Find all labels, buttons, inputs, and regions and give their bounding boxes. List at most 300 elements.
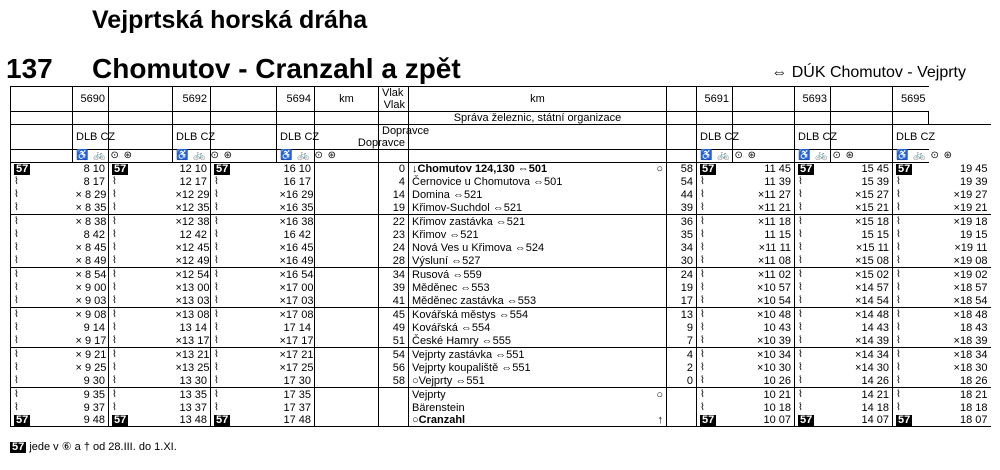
km-value: [667, 388, 697, 402]
wave-icon: ⌇: [700, 229, 705, 240]
marker: [697, 254, 733, 268]
wave-icon: ⌇: [112, 309, 117, 320]
marker: [109, 201, 173, 215]
time-outbound: 8 42: [83, 228, 105, 241]
km-value: 9: [667, 321, 697, 334]
km-value: 34: [667, 241, 697, 254]
marker: [11, 281, 73, 294]
time-outbound: × 9 21: [73, 348, 109, 362]
wave-icon: ⌇: [700, 362, 705, 373]
km-value: [667, 414, 697, 427]
station-name: [409, 321, 667, 334]
time-outbound: ×12 49: [175, 254, 210, 267]
km-header: km: [409, 87, 667, 112]
badge-57: 57: [114, 163, 127, 175]
time-outbound: 17 30: [283, 374, 311, 387]
station-marker: ↑: [657, 414, 663, 426]
route-name: Chomutov - Cranzahl a zpět: [92, 53, 461, 84]
timetable-row: [11, 388, 991, 402]
time-return: ×10 57: [757, 281, 791, 294]
wave-icon: ⌇: [14, 362, 19, 373]
wave-icon: ⌇: [896, 282, 901, 293]
time-outbound: ×12 45: [175, 241, 210, 254]
train-number: 5693: [795, 87, 831, 112]
km-value: 13: [667, 308, 697, 322]
time-return: 15 45: [861, 163, 889, 175]
km-value: 54: [379, 348, 409, 362]
marker: [211, 388, 277, 402]
marker: [109, 388, 173, 402]
wave-icon: ⌇: [112, 362, 117, 373]
time-return: 10 07: [733, 414, 795, 427]
marker: [109, 241, 173, 254]
wave-icon: ⌇: [214, 255, 219, 266]
marker: [11, 201, 73, 215]
station-label: Kovářská ⇔554: [412, 321, 491, 334]
marker: [211, 308, 277, 322]
marker: [109, 215, 173, 229]
marker: [211, 361, 277, 374]
timetable-row: [11, 215, 991, 229]
km-value: 7: [667, 334, 697, 348]
time-return: ×14 57: [855, 281, 889, 294]
marker: [893, 228, 929, 241]
time-outbound: ×13 21: [173, 348, 211, 362]
wave-icon: ⌇: [14, 176, 19, 187]
train-header: [379, 87, 409, 112]
time-outbound: 17 48: [277, 414, 315, 427]
km-value: [379, 388, 409, 402]
time-return: ×11 27: [757, 188, 791, 201]
marker: [211, 281, 277, 294]
wave-icon: ⌇: [896, 322, 901, 333]
marker: [109, 228, 173, 241]
time-return: 15 15: [861, 228, 889, 241]
marker: [697, 334, 733, 348]
km-value: 23: [379, 228, 409, 241]
time-return: 18 21: [929, 388, 991, 402]
marker: [211, 414, 277, 427]
station-label: Kovářská městys ⇔554: [412, 308, 529, 321]
wave-icon: ⌇: [14, 389, 19, 400]
time-outbound: × 8 45: [75, 241, 107, 254]
time-outbound: ×16 29: [279, 188, 314, 201]
time-outbound: 8 17: [83, 175, 105, 188]
marker: [893, 175, 929, 188]
badge-57: 57: [216, 414, 229, 426]
wave-icon: ⌇: [896, 202, 901, 213]
time-return: 14 07: [831, 414, 893, 427]
badge-57: 57: [702, 414, 715, 426]
marker: [795, 228, 831, 241]
wave-icon: ⌇: [14, 349, 19, 360]
time-outbound: × 8 54: [73, 268, 109, 282]
time-return: ×11 21: [757, 201, 791, 214]
time-outbound: 9 35: [73, 388, 109, 402]
marker: [11, 175, 73, 188]
wave-icon: ⌇: [14, 309, 19, 320]
marker: [11, 348, 73, 362]
wave-icon: ⌇: [214, 202, 219, 213]
badge-57: 57: [898, 414, 911, 426]
time-outbound: ×17 25: [279, 361, 314, 374]
time-outbound: 17 14: [283, 321, 311, 334]
timetable-row: [11, 241, 991, 254]
marker: [11, 188, 73, 201]
station-label: Měděnec zastávka ⇔553: [412, 294, 537, 307]
marker: [109, 374, 173, 388]
wave-icon: ⌇: [14, 335, 19, 346]
marker: [109, 254, 173, 268]
station-label: Křimov ⇔521: [412, 228, 479, 241]
station-label: Rusová ⇔559: [412, 268, 482, 281]
marker: [697, 268, 733, 282]
footnote: [10, 440, 177, 453]
marker: [211, 268, 277, 282]
time-return: 11 45: [764, 163, 791, 175]
marker: [893, 334, 929, 348]
time-return: ×19 18: [929, 215, 991, 229]
wave-icon: ⌇: [112, 229, 117, 240]
wave-icon: ⌇: [112, 349, 117, 360]
marker: [893, 294, 929, 308]
time-outbound: ×16 45: [279, 241, 314, 254]
time-outbound: 16 42: [283, 228, 311, 241]
carrier: DLB CZ: [795, 125, 831, 150]
marker: [893, 215, 929, 229]
time-return: ×18 34: [929, 348, 991, 362]
carrier: DLB CZ: [173, 125, 211, 150]
marker: [211, 215, 277, 229]
time-outbound: × 9 17: [75, 334, 107, 347]
time-return: ×10 39: [757, 334, 791, 347]
marker: [697, 348, 733, 362]
timetable-row: [11, 281, 991, 294]
wave-icon: ⌇: [798, 389, 803, 400]
timetable: [10, 86, 991, 427]
marker: [11, 401, 73, 414]
wave-icon: ⌇: [700, 389, 705, 400]
time-return: ×15 21: [855, 201, 889, 214]
time-outbound: ×12 35: [175, 201, 210, 214]
time-return: 14 43: [861, 321, 889, 334]
time-outbound: ×16 35: [279, 201, 314, 214]
marker: [211, 348, 277, 362]
wave-icon: ⌇: [798, 176, 803, 187]
time-return: 18 07: [929, 414, 991, 427]
time-return: 19 45: [959, 162, 988, 175]
station-name: [409, 281, 667, 294]
station-label: Nová Ves u Křimova ⇔524: [412, 241, 545, 254]
time-return: ×10 30: [757, 361, 791, 374]
train-number: 5692: [173, 87, 211, 112]
wave-icon: ⌇: [700, 349, 705, 360]
station-name: [409, 163, 667, 176]
time-return: ×18 48: [929, 308, 991, 322]
marker: [893, 361, 929, 374]
station-name: [409, 374, 667, 388]
marker: [795, 308, 831, 322]
marker: [109, 188, 173, 201]
wave-icon: ⌇: [896, 349, 901, 360]
marker: [109, 294, 173, 308]
time-return: ×11 11: [758, 241, 791, 254]
marker: [211, 175, 277, 188]
timetable-row: [11, 321, 991, 334]
marker: [893, 201, 929, 215]
carrier-label: Dopravce: [357, 137, 405, 149]
wave-icon: ⌇: [896, 216, 901, 227]
time-return: ×11 18: [733, 215, 795, 229]
marker: [109, 361, 173, 374]
carrier-label: Dopravce: [382, 125, 430, 137]
wave-icon: ⌇: [14, 255, 19, 266]
marker: [109, 163, 173, 176]
marker: [211, 241, 277, 254]
wave-icon: ⌇: [700, 269, 705, 280]
km-value: 39: [667, 201, 697, 215]
marker: [211, 374, 277, 388]
wave-icon: ⌇: [896, 362, 901, 373]
station-label: Vejprty koupaliště ⇔551: [412, 361, 531, 374]
marker: [109, 268, 173, 282]
marker: [893, 241, 929, 254]
time-outbound: ×13 17: [175, 334, 210, 347]
km-value: 56: [379, 361, 409, 374]
timetable-row: [11, 308, 991, 322]
time-outbound: ×13 00: [175, 281, 210, 294]
station-name: [409, 215, 667, 229]
time-outbound: ×17 21: [277, 348, 315, 362]
marker: [697, 321, 733, 334]
time-outbound: ×16 38: [277, 215, 315, 229]
marker: [11, 268, 73, 282]
km-value: 24: [667, 268, 697, 282]
station-name: [409, 254, 667, 268]
marker: [795, 163, 831, 176]
marker: [11, 308, 73, 322]
time-return: 11 39: [764, 175, 791, 188]
wave-icon: ⌇: [896, 389, 901, 400]
time-return: ×19 02: [929, 268, 991, 282]
time-return: ×15 27: [855, 188, 889, 201]
time-outbound: ×13 03: [175, 294, 210, 307]
train-label: Vlak: [382, 87, 404, 99]
marker: [893, 281, 929, 294]
wave-icon: ⌇: [214, 216, 219, 227]
wave-icon: ⌇: [700, 176, 705, 187]
marker: [893, 268, 929, 282]
wave-icon: ⌇: [798, 229, 803, 240]
time-outbound: 9 14: [83, 321, 105, 334]
time-return: 11 15: [764, 228, 791, 241]
station-name: [409, 228, 667, 241]
time-return: 10 21: [733, 388, 795, 402]
station-marker: ○: [656, 388, 663, 401]
km-value: 17: [667, 294, 697, 308]
time-return: 10 43: [763, 321, 791, 334]
service-icons: ♿ 🚲 ⊙ ⊛: [277, 150, 315, 163]
wave-icon: ⌇: [14, 216, 19, 227]
time-outbound: 9 30: [83, 374, 105, 387]
time-return: ×19 11: [954, 241, 988, 254]
marker: [893, 188, 929, 201]
wave-icon: ⌇: [798, 349, 803, 360]
wave-icon: ⌇: [214, 269, 219, 280]
wave-icon: ⌇: [700, 202, 705, 213]
km-value: 22: [379, 215, 409, 229]
wave-icon: ⌇: [798, 309, 803, 320]
station-name: [409, 388, 667, 402]
station-label: Křimov-Suchdol ⇔521: [412, 201, 523, 214]
station-name: [409, 361, 667, 374]
time-return: ×10 54: [757, 294, 791, 307]
carrier: DLB CZ: [893, 125, 929, 150]
station-label: Výsluní ⇔527: [412, 254, 481, 267]
station-label: Křimov zastávka ⇔521: [412, 215, 526, 228]
marker: [109, 175, 173, 188]
time-return: ×18 30: [953, 361, 988, 374]
time-outbound: ×17 17: [279, 334, 314, 347]
time-return: 19 39: [959, 175, 988, 188]
km-value: 51: [379, 334, 409, 348]
time-outbound: ×12 29: [175, 188, 210, 201]
time-outbound: ×16 49: [279, 254, 314, 267]
timetable-row: [11, 228, 991, 241]
station-name: [409, 348, 667, 362]
marker: [109, 281, 173, 294]
station-marker: ○: [656, 163, 663, 175]
marker: [795, 188, 831, 201]
wave-icon: ⌇: [14, 402, 19, 413]
time-return: 19 15: [959, 228, 988, 241]
wave-icon: ⌇: [112, 202, 117, 213]
station-label: ○Vejprty ⇔551: [412, 374, 485, 387]
time-outbound: ×13 08: [173, 308, 211, 322]
wave-icon: ⌇: [896, 176, 901, 187]
time-return: ×19 08: [953, 254, 988, 267]
timetable-row: [11, 334, 991, 348]
service-icons: ♿ 🚲 ⊙ ⊛: [697, 150, 733, 163]
service-icons: ♿ 🚲 ⊙ ⊛: [795, 150, 831, 163]
wave-icon: ⌇: [214, 229, 219, 240]
station-name: [409, 294, 667, 308]
marker: [893, 308, 929, 322]
badge-57: 57: [114, 414, 127, 426]
marker: [11, 388, 73, 402]
time-return: 14 26: [861, 374, 889, 387]
marker: [893, 388, 929, 402]
station-label: ↓Chomutov 124,130 ⇔501: [412, 163, 548, 175]
marker: [893, 414, 929, 427]
time-return: ×19 27: [953, 188, 988, 201]
km-value: 2: [667, 361, 697, 374]
km-value: 49: [379, 321, 409, 334]
marker: [697, 228, 733, 241]
marker: [697, 308, 733, 322]
km-value: 39: [379, 281, 409, 294]
time-return: ×14 48: [831, 308, 893, 322]
wave-icon: ⌇: [798, 269, 803, 280]
marker: [697, 188, 733, 201]
timetable-row: [11, 348, 991, 362]
wave-icon: ⌇: [112, 176, 117, 187]
time-outbound: 12 17: [179, 175, 207, 188]
km-value: 58: [667, 163, 697, 176]
time-outbound: × 8 35: [75, 201, 107, 214]
time-return: ×19 21: [953, 201, 988, 214]
station-label: Bärenstein: [412, 401, 465, 414]
wave-icon: ⌇: [214, 335, 219, 346]
wave-icon: ⌇: [214, 176, 219, 187]
km-value: [379, 401, 409, 414]
km-value: 0: [379, 163, 409, 176]
time-return: 14 21: [831, 388, 893, 402]
km-value: 4: [379, 175, 409, 188]
station-label: ○Cranzahl: [412, 414, 466, 426]
time-return: ×10 48: [733, 308, 795, 322]
wave-icon: ⌇: [112, 295, 117, 306]
marker: [795, 321, 831, 334]
wave-icon: ⌇: [798, 335, 803, 346]
marker: [795, 215, 831, 229]
time-return: 10 18: [763, 401, 791, 414]
time-outbound: × 8 29: [75, 188, 107, 201]
wave-icon: ⌇: [14, 375, 19, 386]
time-outbound: 16 10: [283, 163, 311, 175]
wave-icon: ⌇: [798, 362, 803, 373]
marker: [795, 281, 831, 294]
station-name: [409, 268, 667, 282]
station-name: [409, 308, 667, 322]
station-label: Domina ⇔521: [412, 188, 483, 201]
marker: [697, 241, 733, 254]
time-outbound: ×12 38: [173, 215, 211, 229]
train-number: 5694: [277, 87, 315, 112]
km-value: [667, 401, 697, 414]
badge-57: 57: [800, 163, 813, 175]
km-value: 30: [667, 254, 697, 268]
wave-icon: ⌇: [700, 189, 705, 200]
km-value: 34: [379, 268, 409, 282]
marker: [109, 348, 173, 362]
station-name: [409, 175, 667, 188]
wave-icon: ⌇: [214, 309, 219, 320]
wave-icon: ⌇: [798, 282, 803, 293]
timetable-row: [11, 361, 991, 374]
marker: [211, 163, 277, 176]
time-outbound: × 9 00: [75, 281, 107, 294]
badge-57: 57: [16, 163, 29, 175]
km-value: 4: [667, 348, 697, 362]
wave-icon: ⌇: [112, 402, 117, 413]
wave-icon: ⌇: [214, 282, 219, 293]
wave-icon: ⌇: [112, 255, 117, 266]
wave-icon: ⌇: [798, 189, 803, 200]
wave-icon: ⌇: [14, 322, 19, 333]
marker: [893, 401, 929, 414]
station-label: Vejprty zastávka ⇔551: [412, 348, 525, 361]
wave-icon: ⌇: [112, 375, 117, 386]
timetable-row: [11, 175, 991, 188]
km-value: 45: [379, 308, 409, 322]
footnote-text: jede v ⑥ a † od 28.III. do 1.XI.: [29, 441, 177, 453]
marker: [795, 294, 831, 308]
marker: [893, 348, 929, 362]
wave-icon: ⌇: [798, 242, 803, 253]
station-label: Černovice u Chomutova ⇔501: [412, 175, 563, 188]
time-return: 18 26: [959, 374, 988, 387]
